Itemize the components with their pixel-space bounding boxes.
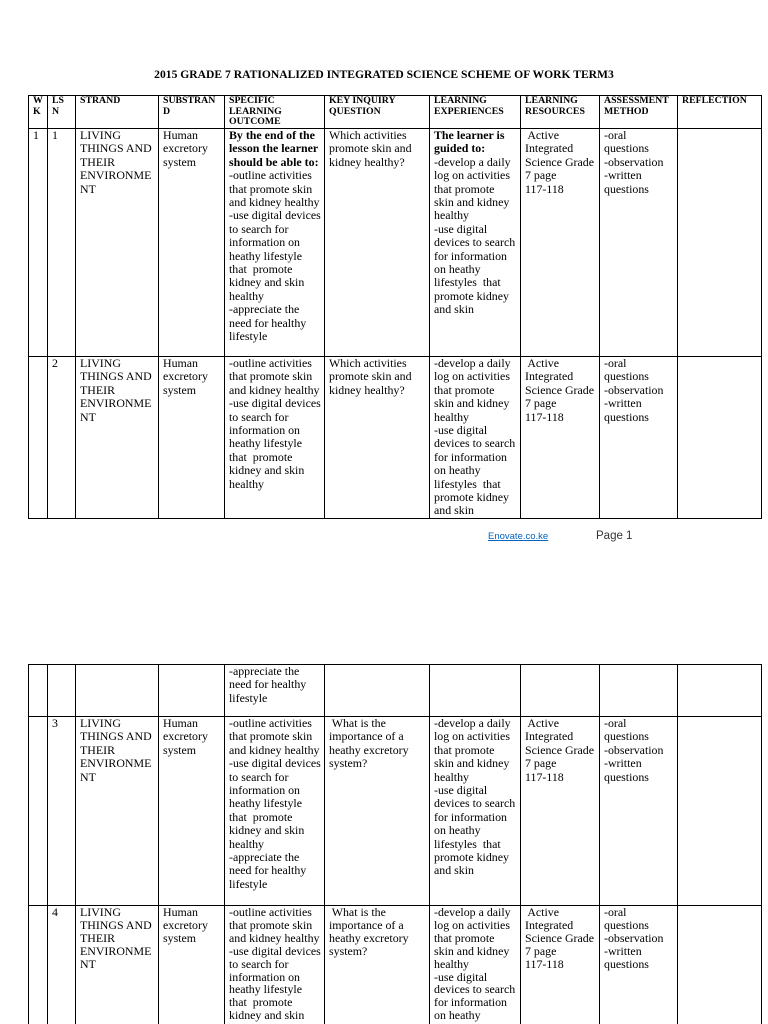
key-inquiry-question-cell: Which activities promote skin and kidney healthy? [325,357,430,519]
learning-outcome-cell: -appreciate the need for healthy lifestyle [225,665,325,717]
page-number: Page 1 [596,530,633,542]
header-reflection: REFLECTION [678,96,762,129]
key-inquiry-question-cell: What is the importance of a heathy excretory system? [325,717,430,906]
learning-experiences-cell [430,665,521,717]
enovate-link[interactable]: Enovate.co.ke [488,531,549,542]
assessment-method-cell: -oral questions -observation -written questions [600,906,678,1024]
learning-outcome-intro: By the end of the lesson the learner should be able to: [229,128,319,169]
header-specific-learning-outcome: SPECIFIC LEARNING OUTCOME [225,96,325,129]
substrand-cell [159,665,225,717]
learning-experiences-cell: -develop a daily log on activities that promote skin and kidney healthy -use digital devices to search for information on heathy lifestyles that promote kidney and skin [430,357,521,519]
learning-outcome-cell: -outline activities that promote skin and kidney healthy -use digital devices to search for information on heathy lifestyle that promote kidney and skin [225,906,325,1024]
scheme-of-work-table-page-1 [28,95,762,519]
reflection-cell [678,357,762,519]
learning-resources-cell [521,665,600,717]
week-cell: 1 [29,129,48,357]
assessment-method-cell: -oral questions -observation -written questions [600,129,678,357]
lesson-number-cell: 1 [48,129,76,357]
strand-cell [76,665,159,717]
learning-outcome-cell [225,129,325,357]
learning-experiences-intro: The learner is guided to: [434,128,505,156]
learning-resources-cell: Active Integrated Science Grade 7 page 117-118 [521,906,600,1024]
header-learning-resources: LEARNING RESOURCES [521,96,600,129]
assessment-method-cell: -oral questions -observation -written questions [600,717,678,906]
substrand-cell: Human excretory system [159,129,225,357]
reflection-cell [678,129,762,357]
lesson-number-cell [48,665,76,717]
learning-experiences-cell: -develop a daily log on activities that promote skin and kidney healthy -use digital devices to search for information on heathy [430,906,521,1024]
assessment-method-cell: -oral questions -observation -written questions [600,357,678,519]
learning-outcome-cell: -outline activities that promote skin and kidney healthy -use digital devices to search for information on heathy lifestyle that promote kidney and skin healthy [225,357,325,519]
continued-row [29,665,762,717]
learning-resources-cell: Active Integrated Science Grade 7 page 117-118 [521,129,600,357]
week-cell [29,665,48,717]
lesson-number-cell: 4 [48,906,76,1024]
lesson-row [29,906,762,1024]
reflection-cell [678,665,762,717]
lesson-row [29,357,762,519]
learning-outcome-text: -outline activities that promote skin and kidney healthy -use digital devices to search for information on heathy lifestyle that promote kidney and skin healthy -appreciate the need for healthy lifestyle [229,168,321,344]
reflection-cell [678,717,762,906]
key-inquiry-question-cell: What is the importance of a heathy excretory system? [325,906,430,1024]
lesson-row [29,717,762,906]
document-title: 2015 GRADE 7 RATIONALIZED INTEGRATED SCIENCE SCHEME OF WORK TERM3 [154,68,614,81]
strand-cell: LIVING THINGS AND THEIR ENVIRONME NT [76,906,159,1024]
reflection-cell [678,906,762,1024]
strand-cell: LIVING THINGS AND THEIR ENVIRONME NT [76,357,159,519]
substrand-cell: Human excretory system [159,717,225,906]
header-assessment-method: ASSESSMENT METHOD [600,96,678,129]
substrand-cell: Human excretory system [159,906,225,1024]
learning-experiences-cell [430,129,521,357]
week-cell [29,717,48,906]
header-learning-experiences: LEARNING EXPERIENCES [430,96,521,129]
key-inquiry-question-cell [325,665,430,717]
header-week: W K [29,96,48,129]
header-substrand: SUBSTRAN D [159,96,225,129]
lesson-row [29,129,762,357]
week-cell [29,906,48,1024]
strand-cell: LIVING THINGS AND THEIR ENVIRONME NT [76,717,159,906]
key-inquiry-question-cell: Which activities promote skin and kidney healthy? [325,129,430,357]
header-lesson-number: LS N [48,96,76,129]
learning-resources-cell: Active Integrated Science Grade 7 page 117-118 [521,357,600,519]
lesson-number-cell: 2 [48,357,76,519]
week-cell [29,357,48,519]
scheme-of-work-table-page-2 [28,664,762,1024]
learning-resources-cell: Active Integrated Science Grade 7 page 117-118 [521,717,600,906]
learning-outcome-cell: -outline activities that promote skin and kidney healthy -use digital devices to search for information on heathy lifestyle that promote kidney and skin healthy -appreciate the need for healthy lifestyle [225,717,325,906]
lesson-number-cell: 3 [48,717,76,906]
header-strand: STRAND [76,96,159,129]
table-header-row [29,96,762,129]
assessment-method-cell [600,665,678,717]
substrand-cell: Human excretory system [159,357,225,519]
learning-experiences-cell: -develop a daily log on activities that promote skin and kidney healthy -use digital devices to search for information on heathy lifestyles that promote kidney and skin [430,717,521,906]
strand-cell: LIVING THINGS AND THEIR ENVIRONME NT [76,129,159,357]
learning-experiences-text: -develop a daily log on activities that promote skin and kidney healthy -use digital devices to search for information on heathy lifestyles that promote kidney and skin [434,154,516,317]
header-key-inquiry-question: KEY INQUIRY QUESTION [325,96,430,129]
